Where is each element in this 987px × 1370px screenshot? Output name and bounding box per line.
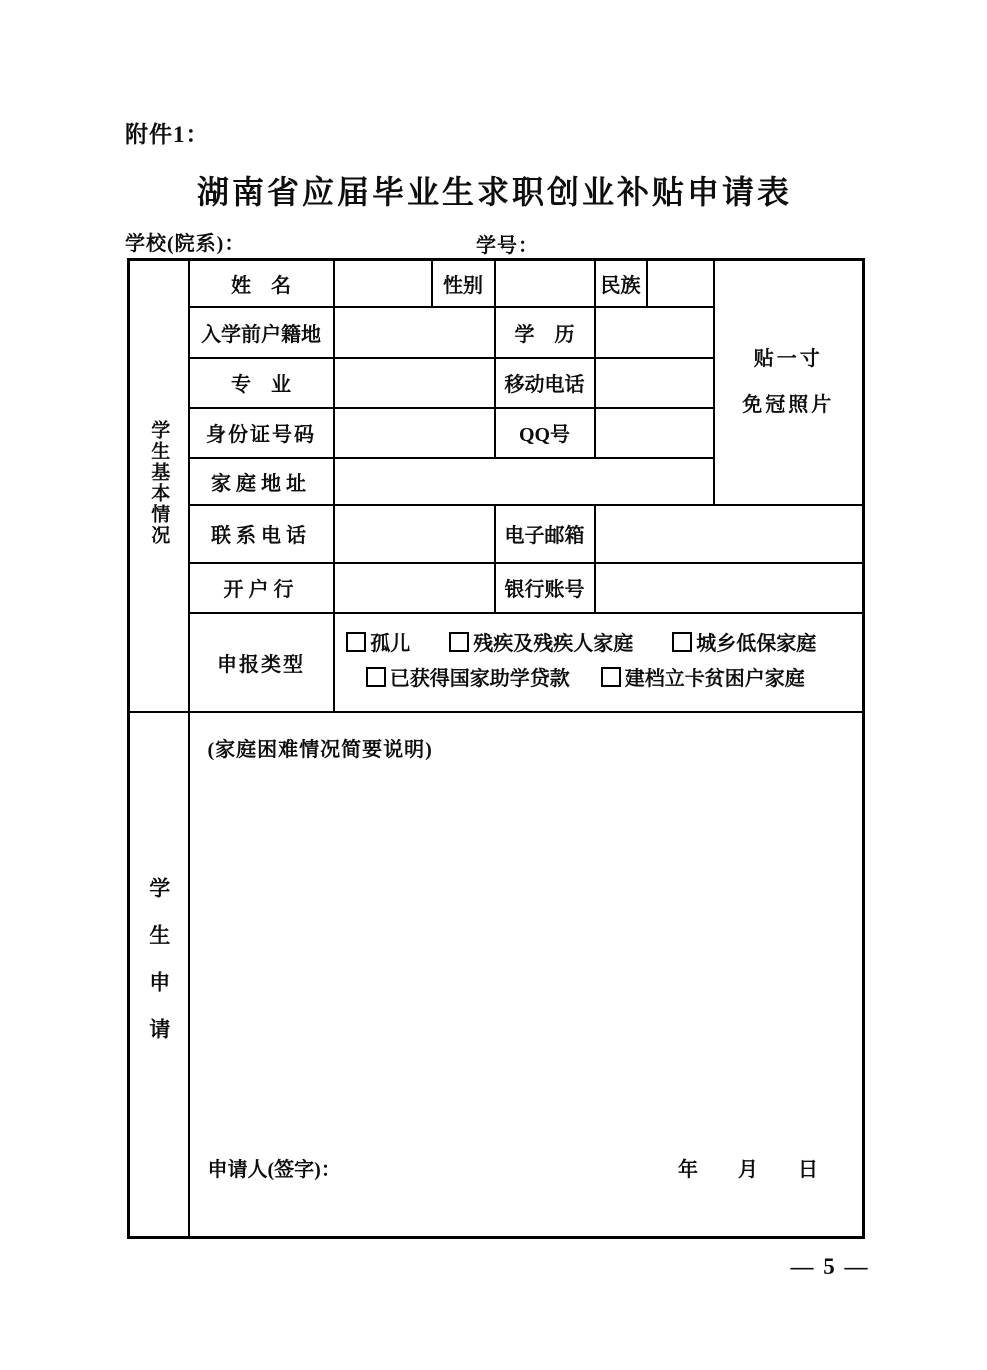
page-title: 湖南省应届毕业生求职创业补贴申请表 xyxy=(196,174,792,210)
gender-label-cell: 性别 xyxy=(432,260,495,307)
photo-instruction-line2: 免冠照片 xyxy=(742,394,835,417)
checkbox-option-national-student-loan[interactable] xyxy=(366,668,570,690)
email-value-cell[interactable] xyxy=(595,505,864,563)
contact-phone-label-cell: 联系电话 xyxy=(189,505,334,563)
gender-value-cell[interactable] xyxy=(495,260,595,307)
bank-value-cell[interactable] xyxy=(334,563,495,613)
mobile-label-cell: 移动电话 xyxy=(495,358,595,408)
id-number-label-cell: 身份证号码 xyxy=(189,408,334,458)
bank-label-cell: 开户行 xyxy=(189,563,334,613)
checkbox-icon[interactable] xyxy=(672,632,692,652)
checkbox-icon[interactable] xyxy=(601,667,621,687)
checkbox-icon[interactable] xyxy=(449,632,469,652)
student-no-field-label: 学号： xyxy=(476,235,539,257)
table-row xyxy=(129,505,864,563)
section-application-header: 学生申请 xyxy=(146,877,171,1066)
application-table xyxy=(127,258,865,1239)
major-label-cell: 专 业 xyxy=(189,358,334,408)
header-fields-row xyxy=(0,227,987,255)
ethnicity-value-cell[interactable] xyxy=(647,260,714,307)
contact-phone-value-cell[interactable] xyxy=(334,505,495,563)
email-label-cell: 电子邮箱 xyxy=(495,505,595,563)
qq-label-cell: QQ号 xyxy=(495,408,595,458)
apply-type-options-line1 xyxy=(335,627,863,662)
checkbox-option-label: 孤儿 xyxy=(370,633,411,655)
checkbox-option-low-income-family[interactable] xyxy=(672,633,816,655)
id-number-value-cell[interactable] xyxy=(334,408,495,458)
photo-instruction-line1: 贴一寸 xyxy=(753,348,823,371)
apply-type-label-cell: 申报类型 xyxy=(189,613,334,712)
checkbox-option-label: 残疾及残疾人家庭 xyxy=(473,633,634,655)
family-difficulty-note: (家庭困难情况简要说明) xyxy=(207,738,433,761)
date-placeholder: 年 月 日 xyxy=(678,1159,818,1181)
pre-enroll-residence-value-cell[interactable] xyxy=(334,307,495,358)
application-statement-cell[interactable] xyxy=(189,712,864,1238)
home-address-label-cell: 家庭地址 xyxy=(189,458,334,505)
section-basic-header-cell xyxy=(129,260,189,712)
mobile-value-cell[interactable] xyxy=(595,358,714,408)
education-value-cell[interactable] xyxy=(595,307,714,358)
section-application-header-cell xyxy=(129,712,189,1238)
name-value-cell[interactable] xyxy=(334,260,432,307)
education-label-cell: 学 历 xyxy=(495,307,595,358)
ethnicity-label-cell: 民族 xyxy=(595,260,647,307)
checkbox-option-disabled-family[interactable] xyxy=(449,633,633,655)
applicant-signature-label: 申请人(签字)： xyxy=(207,1159,341,1181)
checkbox-option-registered-poor-household[interactable] xyxy=(601,668,805,690)
pre-enroll-residence-label-cell: 入学前户籍地 xyxy=(189,307,334,358)
major-value-cell[interactable] xyxy=(334,358,495,408)
qq-value-cell[interactable] xyxy=(595,408,714,458)
apply-type-options-line2 xyxy=(335,662,863,697)
checkbox-option-label: 已获得国家助学贷款 xyxy=(389,668,570,690)
home-address-value-cell[interactable] xyxy=(334,458,714,505)
page-number: — 5 — xyxy=(790,1254,870,1279)
table-row xyxy=(129,260,864,307)
photo-box-cell xyxy=(714,260,864,505)
table-row xyxy=(129,712,864,1238)
checkbox-option-label: 城乡低保家庭 xyxy=(696,633,817,655)
checkbox-icon[interactable] xyxy=(346,632,366,652)
photo-instruction xyxy=(715,349,863,415)
checkbox-option-orphan[interactable] xyxy=(346,633,410,655)
bank-account-label-cell: 银行账号 xyxy=(495,563,595,613)
attachment-label: 附件1： xyxy=(125,122,210,147)
signature-row xyxy=(208,1153,819,1182)
section-basic-header: 学生基本情况 xyxy=(148,419,170,546)
bank-account-value-cell[interactable] xyxy=(595,563,864,613)
checkbox-option-label: 建档立卡贫困户家庭 xyxy=(624,668,805,690)
table-row xyxy=(129,563,864,613)
checkbox-icon[interactable] xyxy=(366,667,386,687)
name-label-cell: 姓 名 xyxy=(189,260,334,307)
table-row xyxy=(129,613,864,712)
apply-type-options-cell xyxy=(334,613,864,712)
school-field-label: 学校(院系)： xyxy=(125,233,246,255)
